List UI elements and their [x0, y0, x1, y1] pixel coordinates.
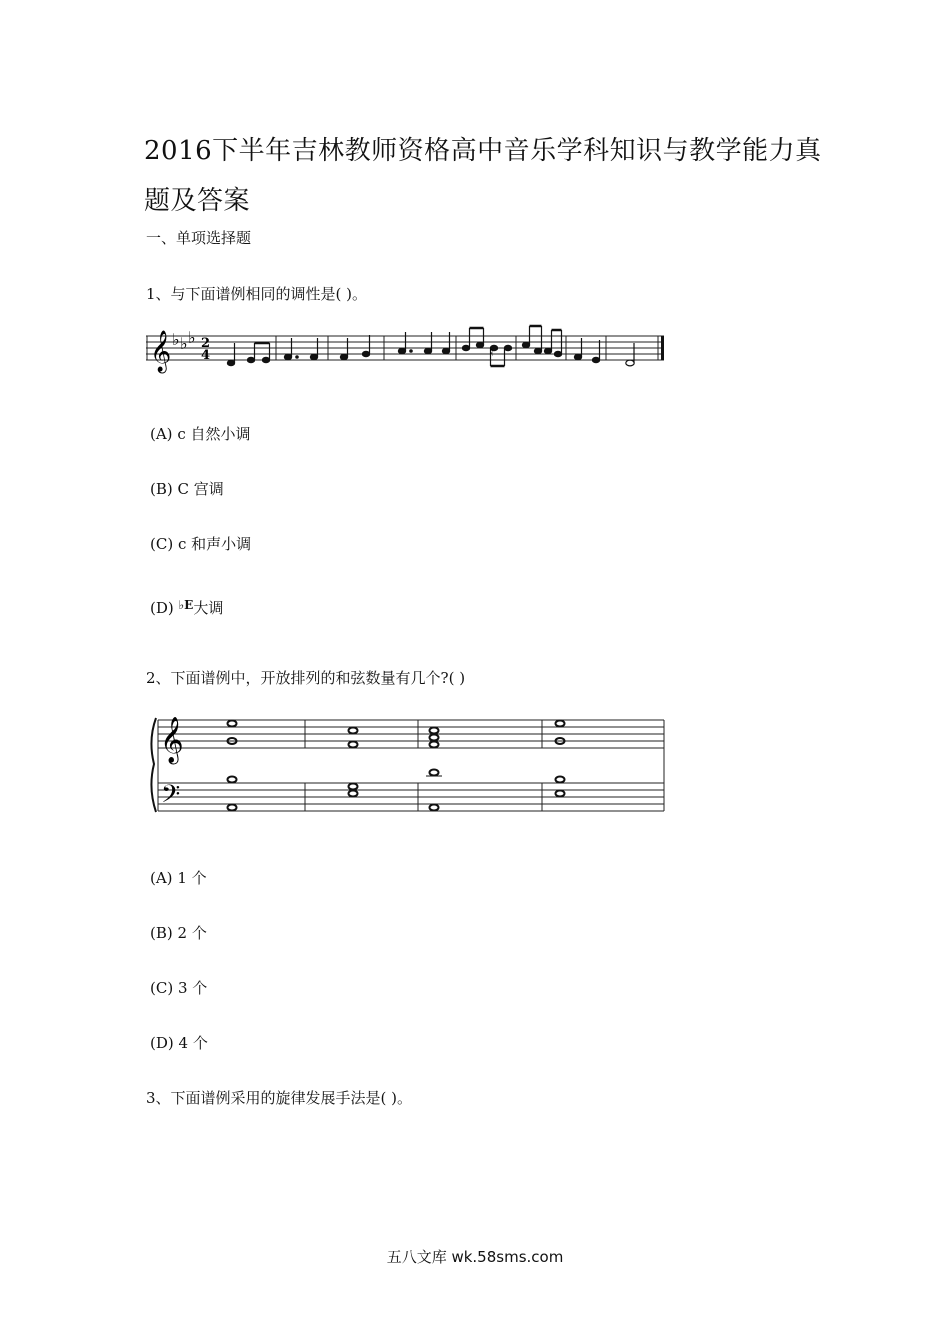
document-title-line-2: 题及答案: [144, 186, 251, 216]
brace-icon: [151, 718, 156, 812]
question-1-score: [146, 318, 670, 374]
q2-option-c[interactable]: [150, 978, 207, 998]
q1-option-d-text: 大调: [193, 599, 224, 617]
q1-option-b-text: C 宫调: [177, 480, 224, 498]
q1-option-a[interactable]: [150, 424, 251, 444]
section-heading: 一、单项选择题: [146, 229, 252, 247]
question-1-stem: 1、与下面谱例相同的调性是( )。: [146, 285, 368, 303]
natural-icon: ♮: [489, 345, 494, 359]
q1-option-b[interactable]: [150, 479, 224, 499]
q2-option-d[interactable]: [150, 1033, 208, 1053]
q2-option-b[interactable]: [150, 923, 207, 943]
q2-option-d-text: 4 个: [178, 1034, 208, 1052]
q2-option-d-label: (D): [150, 1034, 174, 1052]
svg-text:4: 4: [201, 348, 211, 363]
page-footer: 五八文库 wk.58sms.com: [386, 1248, 564, 1266]
flat-icon: ♭: [180, 334, 188, 353]
q2-option-b-label: (B): [150, 924, 173, 942]
q1-option-d-key: ♭E: [178, 598, 194, 612]
svg-text:2: 2: [201, 336, 211, 351]
q1-option-c-label: (C): [150, 535, 174, 553]
q2-option-a-label: (A): [150, 869, 173, 887]
treble-clef-icon: 𝄞: [150, 331, 172, 372]
q1-option-a-text: c 自然小调: [177, 425, 251, 443]
q1-option-c[interactable]: [150, 534, 251, 554]
question-2-grand-staff: [146, 706, 666, 816]
bass-clef-icon: 𝄢: [161, 780, 181, 815]
question-3-stem: 3、下面谱例采用的旋律发展手法是( )。: [146, 1089, 413, 1107]
flat-icon: ♭: [188, 328, 196, 347]
q1-option-a-label: (A): [150, 425, 173, 443]
q1-option-b-label: (B): [150, 480, 173, 498]
document-title-line-1: 2016下半年吉林教师资格高中音乐学科知识与教学能力真: [144, 136, 822, 166]
q2-option-c-text: 3 个: [177, 979, 208, 997]
q2-option-b-text: 2 个: [177, 924, 207, 942]
treble-clef-icon: 𝄞: [160, 717, 184, 763]
q2-option-c-label: (C): [150, 979, 174, 997]
q1-option-d-label: (D): [150, 599, 174, 617]
question-2-stem: 2、下面谱例中，开放排列的和弦数量有几个?( ): [146, 669, 466, 687]
q2-option-a-text: 1 个: [177, 869, 207, 887]
q2-option-a[interactable]: [150, 868, 207, 888]
q1-option-d[interactable]: [150, 595, 223, 618]
q1-option-c-text: c 和声小调: [177, 535, 252, 553]
flat-icon: ♭: [172, 330, 180, 349]
